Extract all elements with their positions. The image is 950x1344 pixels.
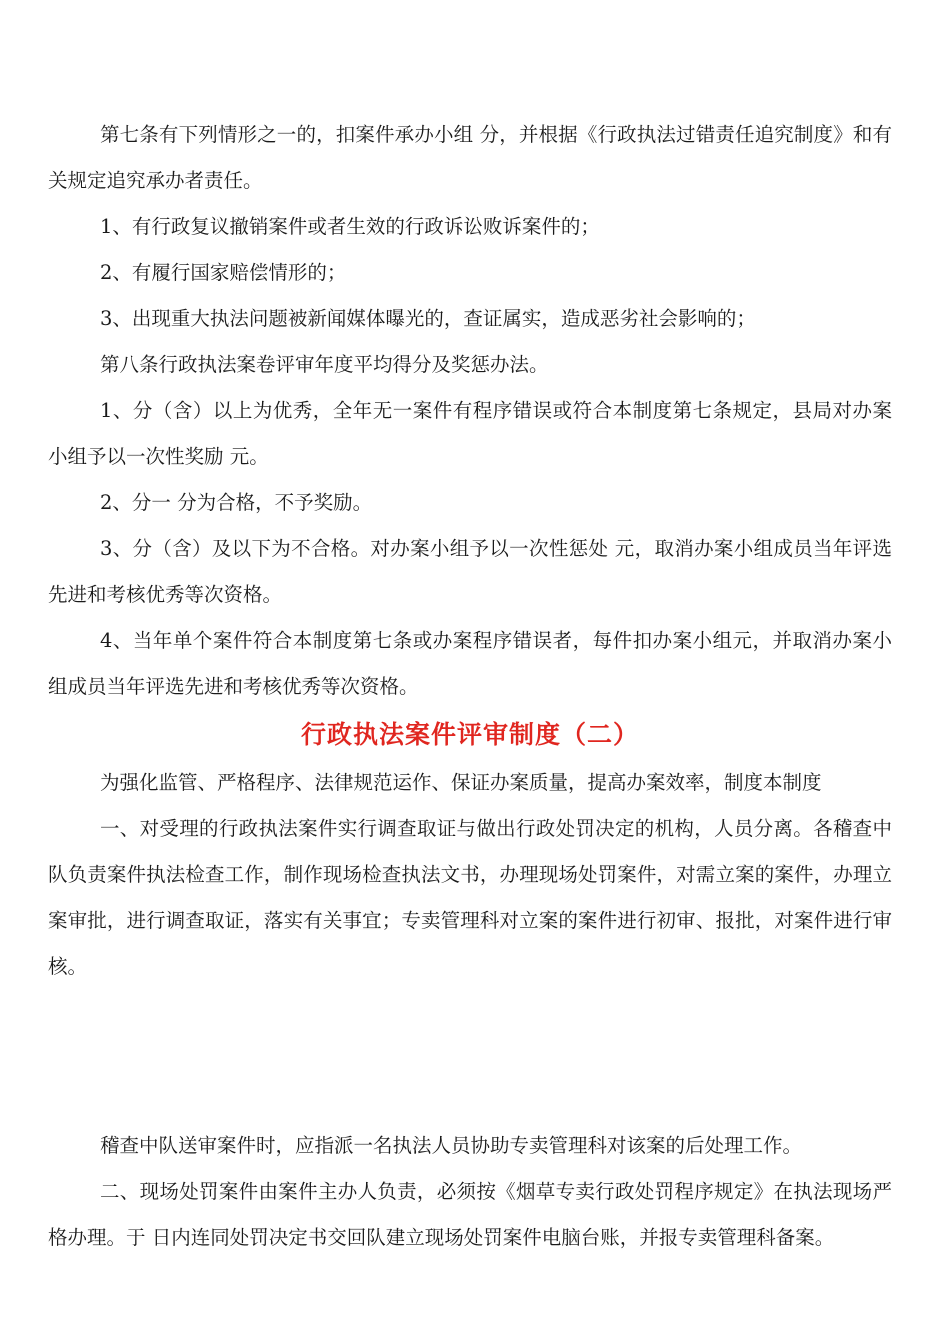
- blank-gap: [48, 990, 892, 1123]
- article-7-item-2: 2、有履行国家赔偿情形的；: [100, 261, 347, 284]
- clause-2-paragraph: 二、现场处罚案件由案件主办人负责，必须按《烟草专卖行政处罚程序规定》在执法现场严格办理。于 日内连同处罚决定书交回队建立现场处罚案件电脑台账，并报专卖管理科备案。: [48, 1180, 892, 1249]
- article-8-item-4: 4、当年单个案件符合本制度第七条或办案程序错误者，每件扣办案小组元，并取消办案小组成员当年评选先进和考核优秀等次资格。: [48, 629, 892, 698]
- article-7-item-1: 1、有行政复议撤销案件或者生效的行政诉讼败诉案件的；: [100, 215, 600, 238]
- article-7-paragraph: 第七条有下列情形之一的，扣案件承办小组 分，并根据《行政执法过错责任追究制度》和有关规定追究承办者责任。: [48, 123, 892, 192]
- clause-1-paragraph: 一、对受理的行政执法案件实行调查取证与做出行政处罚决定的机构，人员分离。各稽查中队负责案件执法检查工作，制作现场检查执法文书，办理现场处罚案件，对需立案的案件，办理立案审批，进行调查取证，落实有关事宜；专卖管理科对立案的案件进行初审、报批，对案件进行审核。: [48, 817, 892, 978]
- clause-1-continued-paragraph: 稽查中队送审案件时，应指派一名执法人员协助专卖管理科对该案的后处理工作。: [100, 1134, 803, 1157]
- article-8-paragraph: 第八条行政执法案卷评审年度平均得分及奖惩办法。: [100, 353, 549, 376]
- article-7-item-3: 3、出现重大执法问题被新闻媒体曝光的，查证属实，造成恶劣社会影响的；: [100, 307, 756, 330]
- article-8-item-2: 2、分一 分为合格，不予奖励。: [100, 491, 373, 514]
- document-page: [48, 112, 892, 1261]
- article-8-item-3: 3、分（含）及以下为不合格。对办案小组予以一次性惩处 元，取消办案小组成员当年评选先进和考核优秀等次资格。: [48, 537, 892, 606]
- section-title: 行政执法案件评审制度（二）: [300, 720, 639, 749]
- article-8-item-1: 1、分（含）以上为优秀，全年无一案件有程序错误或符合本制度第七条规定，县局对办案小组予以一次性奖励 元。: [48, 399, 892, 468]
- intro-paragraph: 为强化监管、严格程序、法律规范运作、保证办案质量，提高办案效率，制度本制度: [100, 771, 822, 794]
